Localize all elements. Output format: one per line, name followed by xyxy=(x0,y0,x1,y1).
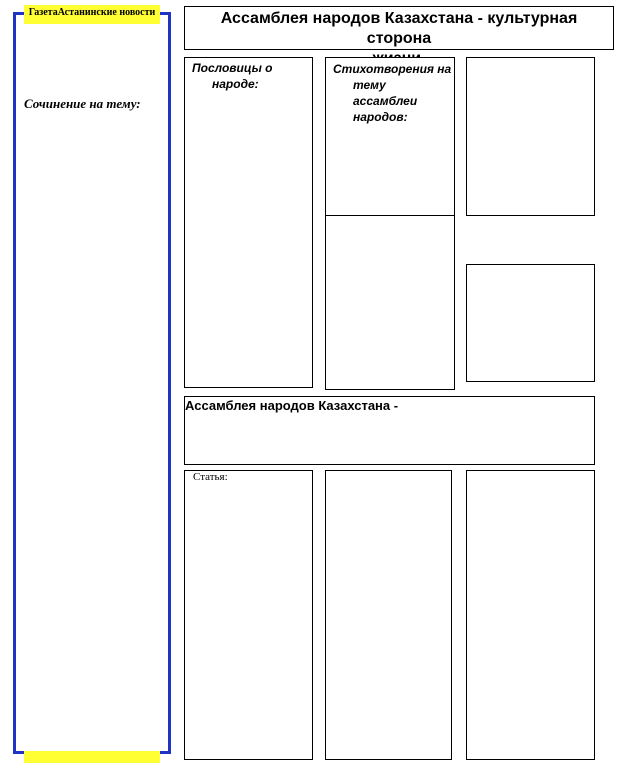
newspaper-title: ГазетаАстанинские новости xyxy=(24,5,160,24)
right-middle-box xyxy=(466,264,595,382)
poems-label-line-2: тему ассамблеи xyxy=(353,78,418,108)
banner-label: Ассамблея народов Казахстана - xyxy=(185,398,399,413)
poems-label-line-3: народов: xyxy=(353,110,408,124)
article-label: Статья: xyxy=(193,471,228,483)
bottom-middle-box xyxy=(325,470,452,760)
proverbs-label-line-1: Пословицы о xyxy=(192,61,273,75)
poems-label xyxy=(333,61,453,125)
page-headline xyxy=(184,6,614,50)
sidebar-frame xyxy=(13,12,171,754)
headline-line-1: Ассамблея народов Казахстана - культурная сторона xyxy=(220,10,578,47)
proverbs-label xyxy=(192,60,307,92)
right-top-box xyxy=(466,57,595,216)
article-box xyxy=(184,470,313,760)
poems-label-line-1: Стихотворения на xyxy=(333,62,452,76)
proverbs-box xyxy=(184,57,313,388)
essay-label: Сочинение на тему: xyxy=(24,96,141,111)
sidebar-bottom-band xyxy=(24,751,160,763)
proverbs-label-line-2: народе: xyxy=(212,77,259,91)
bottom-right-box xyxy=(466,470,595,760)
